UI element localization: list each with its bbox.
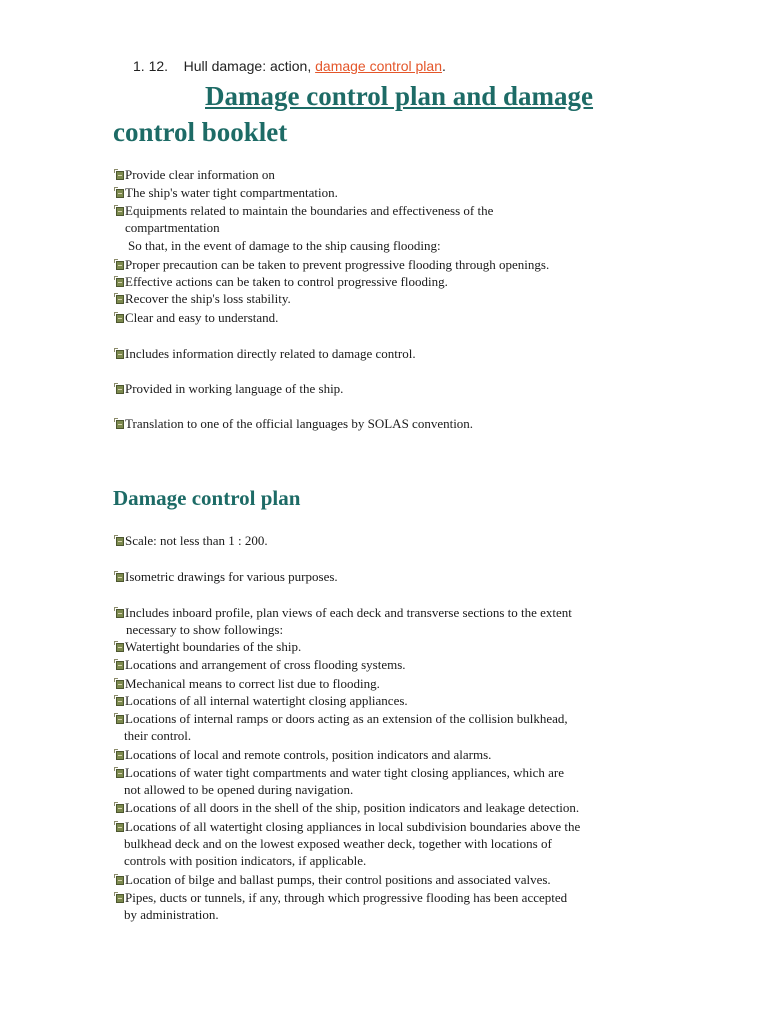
plan-item-text: not allowed to be opened during navigation. xyxy=(124,782,354,797)
booklet-subheading xyxy=(128,237,441,254)
plan-item-3 xyxy=(116,604,572,621)
plan-item-5 xyxy=(116,656,406,673)
booklet-item-text: Proper precaution can be taken to prevent progressive flooding through openings. xyxy=(125,257,550,272)
plan-item-text: Watertight boundaries of the ship. xyxy=(125,639,302,654)
plan-item-11 xyxy=(116,799,579,816)
plan-item-6 xyxy=(116,675,380,692)
bullet-icon xyxy=(116,661,124,670)
plan-item-text: necessary to show followings: xyxy=(126,622,284,637)
damage-control-plan-link[interactable]: damage control plan xyxy=(315,58,442,74)
bullet-icon xyxy=(116,715,124,724)
plan-item-text: Locations of internal ramps or doors acting as an extension of the collision bulkhead, xyxy=(125,711,568,726)
booklet-item-7 xyxy=(116,309,278,326)
booklet-item-text: Provide clear information on xyxy=(125,167,275,182)
plan-item-text: Location of bilge and ballast pumps, their control positions and associated valves. xyxy=(125,872,551,887)
page-title-line-1: Damage control plan and damage xyxy=(205,81,594,111)
booklet-item-text: Translation to one of the official languages by SOLAS convention. xyxy=(125,416,474,431)
plan-item-text: Locations of water tight compartments and water tight closing appliances, which are xyxy=(125,765,564,780)
bullet-icon xyxy=(116,207,124,216)
booklet-item-text: Effective actions can be taken to control progressive flooding. xyxy=(125,274,448,289)
plan-item-text: Mechanical means to correct list due to flooding. xyxy=(125,676,380,691)
plan-item-7 xyxy=(116,692,408,709)
plan-item-text: Isometric drawings for various purposes. xyxy=(125,569,338,584)
booklet-item-text: So that, in the event of damage to the ship causing flooding: xyxy=(128,238,441,253)
page-title-line-2: control booklet xyxy=(113,117,288,147)
plan-item-text: by administration. xyxy=(124,907,219,922)
bullet-icon xyxy=(116,171,124,180)
bullet-icon xyxy=(116,350,124,359)
booklet-item-text: The ship's water tight compartmentation. xyxy=(125,185,338,200)
bullet-icon xyxy=(116,769,124,778)
plan-item-1 xyxy=(116,532,268,549)
booklet-item-10 xyxy=(116,415,473,432)
plan-item-8 xyxy=(116,710,568,727)
plan-item-text: bulkhead deck and on the lowest exposed weather deck, together with locations of xyxy=(124,836,552,851)
bullet-icon xyxy=(116,573,124,582)
plan-continuation xyxy=(126,621,283,638)
booklet-item-1 xyxy=(116,166,275,183)
plan-item-text: their control. xyxy=(124,728,192,743)
booklet-item-text: Includes information directly related to damage control. xyxy=(125,346,416,361)
plan-item-4 xyxy=(116,638,301,655)
plan-item-text: Scale: not less than 1 : 200. xyxy=(125,533,268,548)
plan-continuation xyxy=(124,781,353,798)
bullet-icon xyxy=(116,804,124,813)
bullet-icon xyxy=(116,876,124,885)
plan-item-text: controls with position indicators, if applicable. xyxy=(124,853,367,868)
plan-item-text: Locations and arrangement of cross flooding systems. xyxy=(125,657,406,672)
booklet-item-text: compartmentation xyxy=(125,220,220,235)
bullet-icon xyxy=(116,420,124,429)
plan-item-12 xyxy=(116,818,580,835)
plan-item-13 xyxy=(116,871,551,888)
bullet-icon xyxy=(116,385,124,394)
bullet-icon xyxy=(116,643,124,652)
booklet-item-5 xyxy=(116,273,448,290)
bullet-icon xyxy=(116,537,124,546)
bullet-icon xyxy=(116,894,124,903)
booklet-item-3 xyxy=(116,202,493,219)
plan-item-text: Locations of all watertight closing appliances in local subdivision boundaries above the xyxy=(125,819,581,834)
bullet-icon xyxy=(116,189,124,198)
plan-item-14 xyxy=(116,889,567,906)
bullet-icon xyxy=(116,697,124,706)
plan-item-text: Locations of local and remote controls, position indicators and alarms. xyxy=(125,747,492,762)
plan-continuation xyxy=(124,835,552,852)
booklet-item-9 xyxy=(116,380,343,397)
booklet-item-4 xyxy=(116,256,549,273)
plan-item-2 xyxy=(116,568,338,585)
plan-item-10 xyxy=(116,764,564,781)
bullet-icon xyxy=(116,261,124,270)
plan-item-text: Locations of all doors in the shell of the ship, position indicators and leakage detection. xyxy=(125,800,580,815)
booklet-item-text: Recover the ship's loss stability. xyxy=(125,291,291,306)
booklet-item-text: Clear and easy to understand. xyxy=(125,310,279,325)
plan-item-9 xyxy=(116,746,491,763)
plan-continuation xyxy=(124,852,366,869)
plan-item-text: Pipes, ducts or tunnels, if any, through which progressive flooding has been accepted xyxy=(125,890,568,905)
page-title xyxy=(113,78,673,150)
section-heading-line xyxy=(133,58,446,74)
bullet-icon xyxy=(116,823,124,832)
booklet-item-2 xyxy=(116,184,338,201)
plan-item-text: Includes inboard profile, plan views of each deck and transverse sections to the extent xyxy=(125,605,572,620)
bullet-icon xyxy=(116,314,124,323)
bullet-icon xyxy=(116,295,124,304)
bullet-icon xyxy=(116,278,124,287)
section-number: 1. 12. xyxy=(133,58,169,74)
section-title: Damage control plan xyxy=(113,486,301,510)
booklet-item-8 xyxy=(116,345,416,362)
bullet-icon xyxy=(116,680,124,689)
bullet-icon xyxy=(116,609,124,618)
plan-continuation xyxy=(124,727,191,744)
booklet-continuation xyxy=(125,219,220,236)
booklet-item-text: Equipments related to maintain the boundaries and effectiveness of the xyxy=(125,203,494,218)
plan-continuation xyxy=(124,906,219,923)
plan-item-text: Locations of all internal watertight closing appliances. xyxy=(125,693,408,708)
section-heading-text: Hull damage: action, xyxy=(183,58,316,74)
booklet-item-text: Provided in working language of the ship. xyxy=(125,381,344,396)
section-heading-end: . xyxy=(442,58,446,74)
bullet-icon xyxy=(116,751,124,760)
booklet-item-6 xyxy=(116,290,291,307)
